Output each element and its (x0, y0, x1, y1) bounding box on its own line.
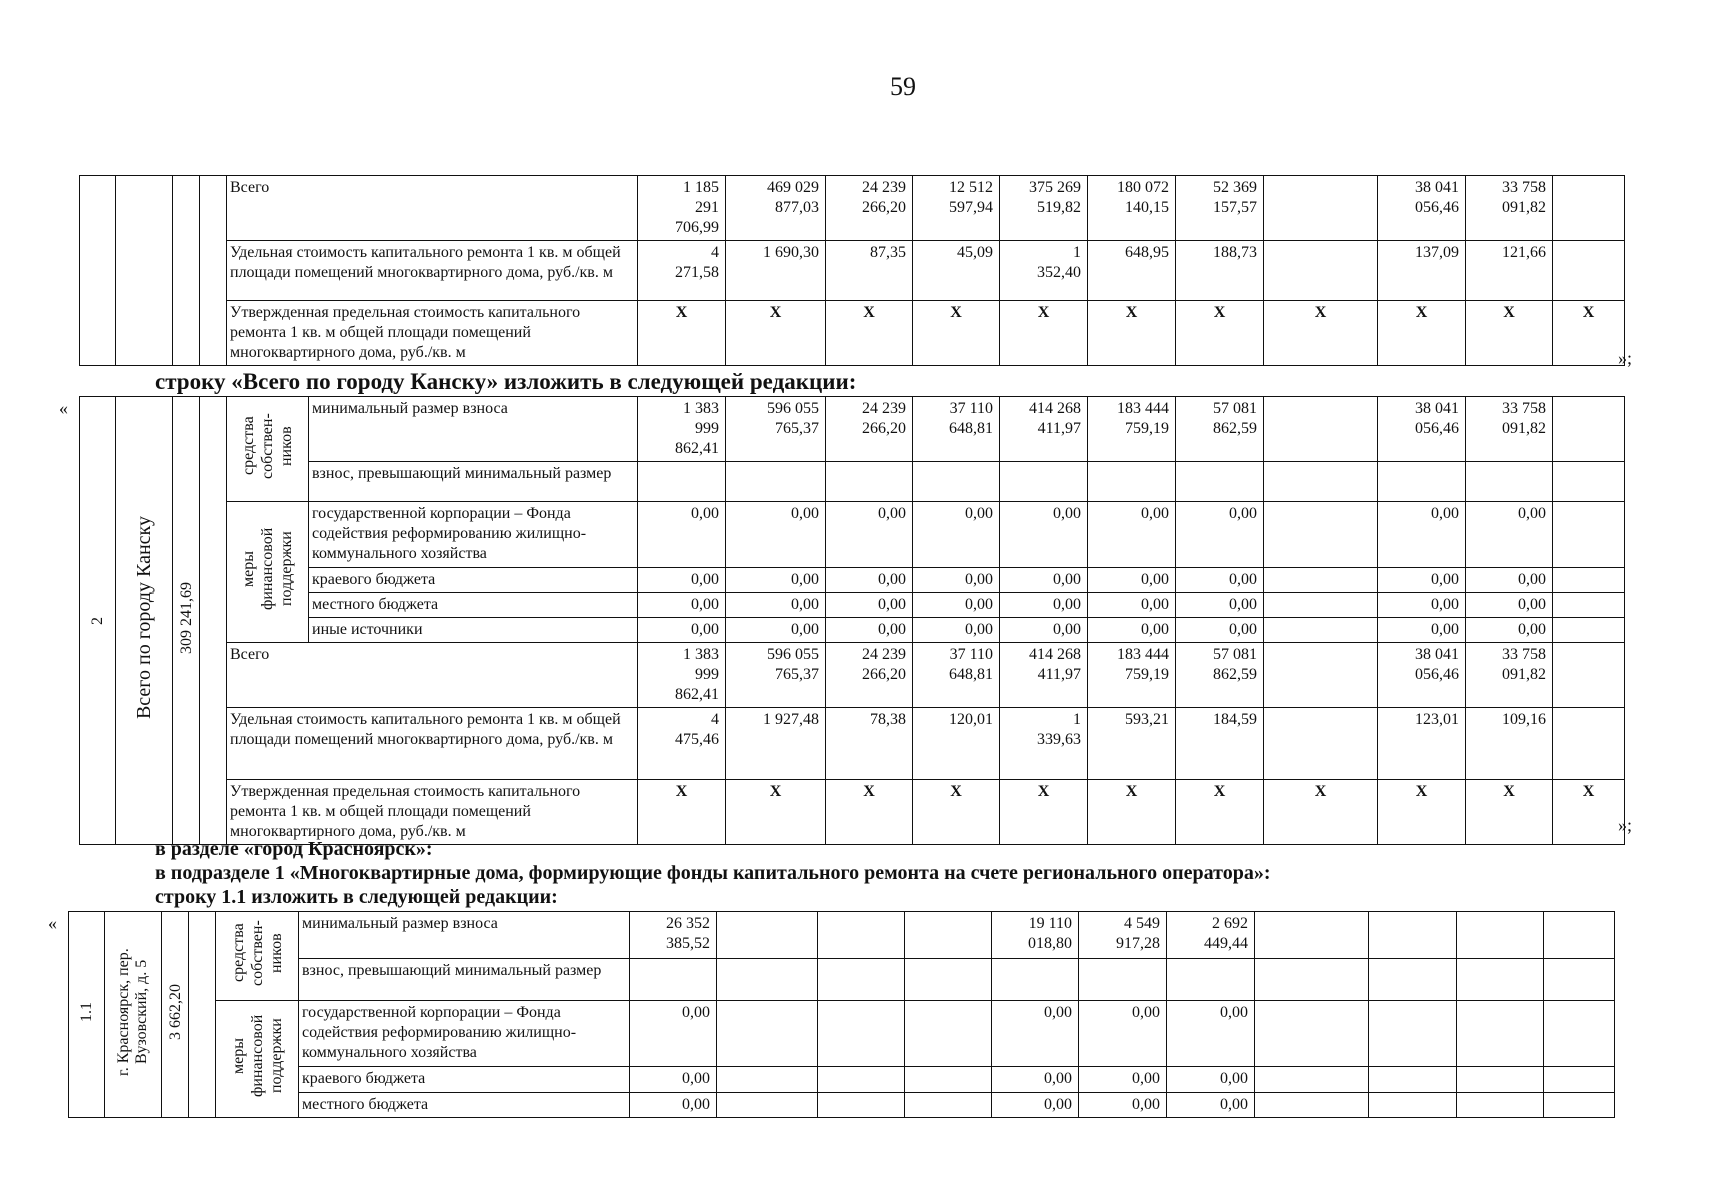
value-cell: 0,00 (1466, 502, 1553, 568)
value-cell (1264, 176, 1378, 241)
row-label: Всего (227, 176, 638, 241)
value-cell: 1 690,30 (726, 241, 826, 301)
value-cell (1544, 959, 1615, 1001)
value-cell (905, 1001, 992, 1067)
value-cell: 0,00 (992, 1001, 1079, 1067)
value-cell: X (1378, 780, 1466, 845)
value-cell: 0,00 (1079, 1067, 1167, 1092)
group-support-text: меры финансовой поддержки (229, 1014, 285, 1098)
row-label: иные источники (309, 618, 638, 643)
value-cell: X (826, 780, 913, 845)
value-cell (1264, 462, 1378, 502)
table-row (80, 780, 1625, 845)
value-cell (717, 959, 818, 1001)
value-cell: 1 352,40 (1000, 241, 1088, 301)
value-cell: 37 110 648,81 (913, 643, 1000, 708)
value-cell (1466, 462, 1553, 502)
row-label: минимальный размер взноса (299, 912, 630, 959)
value-cell: 123,01 (1378, 708, 1466, 780)
table-row (80, 568, 1625, 593)
value-cell (818, 1001, 905, 1067)
table-row (69, 912, 1615, 959)
value-cell: X (913, 780, 1000, 845)
value-cell (630, 959, 717, 1001)
value-cell: 0,00 (1466, 593, 1553, 618)
value-cell (826, 462, 913, 502)
value-cell: X (1466, 301, 1553, 366)
value-cell (1264, 643, 1378, 708)
value-cell: X (638, 301, 726, 366)
value-cell (1553, 593, 1625, 618)
value-cell (1264, 708, 1378, 780)
value-cell: 33 758 091,82 (1466, 643, 1553, 708)
value-cell: 0,00 (726, 502, 826, 568)
value-cell: 137,09 (1378, 241, 1466, 301)
value-cell (1544, 1092, 1615, 1117)
value-cell: 38 041 056,46 (1378, 643, 1466, 708)
value-cell (1553, 176, 1625, 241)
closing-quote-kansk: »; (1618, 815, 1633, 835)
table-row (80, 241, 1625, 301)
value-cell (905, 912, 992, 959)
value-cell: 0,00 (913, 568, 1000, 593)
value-cell (1255, 1001, 1369, 1067)
value-cell (717, 1001, 818, 1067)
value-cell (1088, 462, 1176, 502)
value-cell: X (1000, 301, 1088, 366)
value-cell: 33 758 091,82 (1466, 397, 1553, 462)
row-label: взнос, превышающий минимальный размер (309, 462, 638, 502)
value-cell: X (1553, 780, 1625, 845)
value-cell: 33 758 091,82 (1466, 176, 1553, 241)
value-cell: 24 239 266,20 (826, 176, 913, 241)
group-owners (227, 397, 309, 502)
table-row (80, 618, 1625, 643)
value-cell (1553, 241, 1625, 301)
value-cell: 1 927,48 (726, 708, 826, 780)
value-cell: X (1264, 301, 1378, 366)
page-number: 59 (890, 72, 916, 101)
value-cell (1264, 397, 1378, 462)
value-cell: 0,00 (638, 593, 726, 618)
value-cell: 1 383 999 862,41 (638, 643, 726, 708)
value-cell (1264, 618, 1378, 643)
value-cell (1079, 959, 1167, 1001)
row-label: минимальный размер взноса (309, 397, 638, 462)
value-cell: 4 549 917,28 (1079, 912, 1167, 959)
value-cell: 0,00 (638, 502, 726, 568)
value-cell: 414 268 411,97 (1000, 397, 1088, 462)
value-cell (1544, 1001, 1615, 1067)
table-row (80, 643, 1625, 708)
value-cell (1369, 1001, 1457, 1067)
value-cell (1176, 462, 1264, 502)
group-support (216, 1001, 299, 1118)
value-cell: 0,00 (826, 568, 913, 593)
value-cell: 0,00 (1167, 1092, 1255, 1117)
value-cell: X (638, 780, 726, 845)
value-cell: 19 110 018,80 (992, 912, 1079, 959)
value-cell (1255, 912, 1369, 959)
value-cell: 596 055 765,37 (726, 397, 826, 462)
row-area-text: 3 662,20 (166, 983, 184, 1040)
value-cell (1553, 568, 1625, 593)
value-cell (1457, 1092, 1544, 1117)
value-cell: 0,00 (1466, 618, 1553, 643)
value-cell: 648,95 (1088, 241, 1176, 301)
value-cell: 183 444 759,19 (1088, 397, 1176, 462)
row-number-text: 1.1 (78, 1001, 95, 1022)
row-label: Утвержденная предельная стоимость капитального ремонта 1 кв. м общей площади помещений многоквартирного дома, руб./кв. м (227, 301, 638, 366)
row-name-text: Всего по городу Канску (132, 515, 155, 720)
row-label: краевого бюджета (299, 1067, 630, 1092)
row-label: взнос, превышающий минимальный размер (299, 959, 630, 1001)
row-number-text: 2 (89, 616, 106, 625)
value-cell (1167, 959, 1255, 1001)
value-cell: 0,00 (638, 618, 726, 643)
row-address-text: г. Красноярск, пер. Вузовский, д. 5 (115, 947, 150, 1076)
value-cell: 0,00 (1088, 618, 1176, 643)
value-cell (717, 1067, 818, 1092)
value-cell: X (1176, 301, 1264, 366)
value-cell (818, 912, 905, 959)
value-cell (818, 959, 905, 1001)
value-cell (913, 462, 1000, 502)
value-cell: 45,09 (913, 241, 1000, 301)
value-cell: X (1000, 780, 1088, 845)
value-cell: 78,38 (826, 708, 913, 780)
row-label: государственной корпорации – Фонда содействия реформированию жилищно-коммунального хозяйства (299, 1001, 630, 1067)
value-cell: 0,00 (1378, 568, 1466, 593)
row-number (69, 912, 105, 1118)
value-cell: 0,00 (1088, 568, 1176, 593)
row-label: местного бюджета (299, 1092, 630, 1117)
instruction-section: в разделе «город Красноярск»: (155, 838, 433, 860)
value-cell: 0,00 (726, 618, 826, 643)
value-cell: 1 383 999 862,41 (638, 397, 726, 462)
value-cell: 0,00 (630, 1067, 717, 1092)
value-cell: 0,00 (726, 593, 826, 618)
value-cell (717, 1092, 818, 1117)
value-cell: 57 081 862,59 (1176, 397, 1264, 462)
table-row (80, 397, 1625, 462)
value-cell (1553, 643, 1625, 708)
value-cell (1255, 1092, 1369, 1117)
value-cell: 0,00 (913, 618, 1000, 643)
value-cell: 0,00 (826, 618, 913, 643)
value-cell: 183 444 759,19 (1088, 643, 1176, 708)
table-row (69, 1067, 1615, 1092)
table-row (80, 301, 1625, 366)
row-number (80, 397, 116, 845)
value-cell: 0,00 (1378, 618, 1466, 643)
table-row (80, 593, 1625, 618)
value-cell: 180 072 140,15 (1088, 176, 1176, 241)
value-cell: 469 029 877,03 (726, 176, 826, 241)
group-owners (216, 912, 299, 1001)
value-cell: 0,00 (1167, 1001, 1255, 1067)
side-col-c (173, 176, 200, 366)
instruction-kansk: строку «Всего по городу Канску» изложить в следующей редакции: (155, 369, 857, 394)
value-cell: 109,16 (1466, 708, 1553, 780)
value-cell: 2 692 449,44 (1167, 912, 1255, 959)
value-cell: X (826, 301, 913, 366)
value-cell (818, 1092, 905, 1117)
table-continuation (79, 175, 1625, 366)
row-label: Удельная стоимость капитального ремонта 1 кв. м общей площади помещений многоквартирного дома, руб./кв. м (227, 241, 638, 301)
table-row (69, 1092, 1615, 1117)
value-cell: 0,00 (1000, 618, 1088, 643)
value-cell: 0,00 (630, 1001, 717, 1067)
side-col-b (116, 176, 173, 366)
table-row (80, 176, 1625, 241)
value-cell (1553, 502, 1625, 568)
value-cell: X (1466, 780, 1553, 845)
row-address (105, 912, 162, 1118)
instruction-subsection: в подразделе 1 «Многоквартирные дома, формирующие фонды капитального ремонта на счете регионального оператора»: (155, 862, 1271, 884)
value-cell (1255, 1067, 1369, 1092)
value-cell: 1 185 291 706,99 (638, 176, 726, 241)
table-kansk (79, 396, 1625, 845)
value-cell: 120,01 (913, 708, 1000, 780)
value-cell (1378, 462, 1466, 502)
value-cell (1369, 912, 1457, 959)
value-cell (992, 959, 1079, 1001)
value-cell (1553, 708, 1625, 780)
table-row (80, 462, 1625, 502)
value-cell: 0,00 (1000, 593, 1088, 618)
value-cell (818, 1067, 905, 1092)
opening-quote-kansk: « (59, 398, 68, 418)
value-cell: 0,00 (992, 1067, 1079, 1092)
value-cell: X (1378, 301, 1466, 366)
value-cell: 12 512 597,94 (913, 176, 1000, 241)
value-cell (1553, 397, 1625, 462)
value-cell: 0,00 (1079, 1001, 1167, 1067)
row-name (116, 397, 173, 845)
value-cell: X (1088, 780, 1176, 845)
value-cell (905, 959, 992, 1001)
value-cell (905, 1092, 992, 1117)
value-cell: 1 339,63 (1000, 708, 1088, 780)
value-cell: 0,00 (913, 593, 1000, 618)
value-cell (1544, 1067, 1615, 1092)
value-cell: 87,35 (826, 241, 913, 301)
value-cell: 24 239 266,20 (826, 397, 913, 462)
value-cell: X (1264, 780, 1378, 845)
value-cell: 375 269 519,82 (1000, 176, 1088, 241)
closing-quote-top: »; (1618, 348, 1633, 368)
value-cell: 0,00 (1378, 502, 1466, 568)
row-area (173, 397, 200, 845)
value-cell: 0,00 (726, 568, 826, 593)
value-cell: 414 268 411,97 (1000, 643, 1088, 708)
value-cell (1255, 959, 1369, 1001)
value-cell: 121,66 (1466, 241, 1553, 301)
value-cell: 4 271,58 (638, 241, 726, 301)
value-cell: 57 081 862,59 (1176, 643, 1264, 708)
value-cell: 52 369 157,57 (1176, 176, 1264, 241)
group-owners-text: средства собствен-ников (240, 413, 295, 479)
value-cell (1264, 593, 1378, 618)
value-cell (726, 462, 826, 502)
opening-quote-krsk: « (48, 913, 57, 933)
value-cell (1369, 1092, 1457, 1117)
value-cell: 593,21 (1088, 708, 1176, 780)
value-cell (1264, 241, 1378, 301)
value-cell: 0,00 (638, 568, 726, 593)
value-cell: 26 352 385,52 (630, 912, 717, 959)
value-cell: 38 041 056,46 (1378, 397, 1466, 462)
row-label: Утвержденная предельная стоимость капитального ремонта 1 кв. м общей площади помещений многоквартирного дома, руб./кв. м (227, 780, 638, 845)
value-cell: X (913, 301, 1000, 366)
side-col-d (200, 176, 227, 366)
value-cell: 0,00 (1079, 1092, 1167, 1117)
side-col-d (200, 397, 227, 845)
group-owners-text: средства собствен-ников (229, 920, 285, 986)
row-area-text: 309 241,69 (177, 581, 195, 654)
value-cell (1457, 912, 1544, 959)
table-row (80, 502, 1625, 568)
value-cell: X (726, 780, 826, 845)
value-cell: 38 041 056,46 (1378, 176, 1466, 241)
value-cell: 4 475,46 (638, 708, 726, 780)
row-label: Всего (227, 643, 638, 708)
value-cell: 0,00 (1000, 568, 1088, 593)
group-support-text: меры финансовой поддержки (240, 527, 295, 611)
value-cell: 0,00 (1167, 1067, 1255, 1092)
row-label: государственной корпорации – Фонда содействия реформированию жилищно-коммунального хозяйства (309, 502, 638, 568)
value-cell (1553, 618, 1625, 643)
side-col-a (80, 176, 116, 366)
row-label: местного бюджета (309, 593, 638, 618)
value-cell: 0,00 (1088, 502, 1176, 568)
instruction-row-1-1: строку 1.1 изложить в следующей редакции: (155, 886, 558, 908)
value-cell: 24 239 266,20 (826, 643, 913, 708)
value-cell: 184,59 (1176, 708, 1264, 780)
value-cell (1369, 959, 1457, 1001)
table-krasnoyarsk (68, 911, 1615, 1118)
side-col-d (189, 912, 216, 1118)
value-cell: X (726, 301, 826, 366)
row-label: краевого бюджета (309, 568, 638, 593)
value-cell: 0,00 (826, 593, 913, 618)
value-cell (717, 912, 818, 959)
value-cell: 0,00 (1176, 593, 1264, 618)
value-cell: 188,73 (1176, 241, 1264, 301)
value-cell (1457, 1001, 1544, 1067)
value-cell: 0,00 (1000, 502, 1088, 568)
table-row (80, 708, 1625, 780)
value-cell (1544, 912, 1615, 959)
value-cell (1457, 959, 1544, 1001)
value-cell: X (1088, 301, 1176, 366)
value-cell: 0,00 (1176, 618, 1264, 643)
value-cell: 0,00 (1378, 593, 1466, 618)
table-row (69, 1001, 1615, 1067)
row-label: Удельная стоимость капитального ремонта 1 кв. м общей площади помещений многоквартирного дома, руб./кв. м (227, 708, 638, 780)
value-cell: 0,00 (992, 1092, 1079, 1117)
row-area (162, 912, 189, 1118)
value-cell: 0,00 (1466, 568, 1553, 593)
value-cell: 0,00 (1176, 568, 1264, 593)
value-cell: X (1176, 780, 1264, 845)
value-cell: 0,00 (826, 502, 913, 568)
value-cell (1264, 568, 1378, 593)
value-cell (1264, 502, 1378, 568)
value-cell (1457, 1067, 1544, 1092)
value-cell (1000, 462, 1088, 502)
value-cell: 37 110 648,81 (913, 397, 1000, 462)
value-cell: 0,00 (1176, 502, 1264, 568)
value-cell (1553, 462, 1625, 502)
table-row (69, 959, 1615, 1001)
value-cell: 0,00 (1088, 593, 1176, 618)
value-cell: 596 055 765,37 (726, 643, 826, 708)
value-cell (905, 1067, 992, 1092)
value-cell: 0,00 (913, 502, 1000, 568)
value-cell: 0,00 (630, 1092, 717, 1117)
group-support (227, 502, 309, 643)
value-cell: X (1553, 301, 1625, 366)
value-cell (1369, 1067, 1457, 1092)
value-cell (638, 462, 726, 502)
